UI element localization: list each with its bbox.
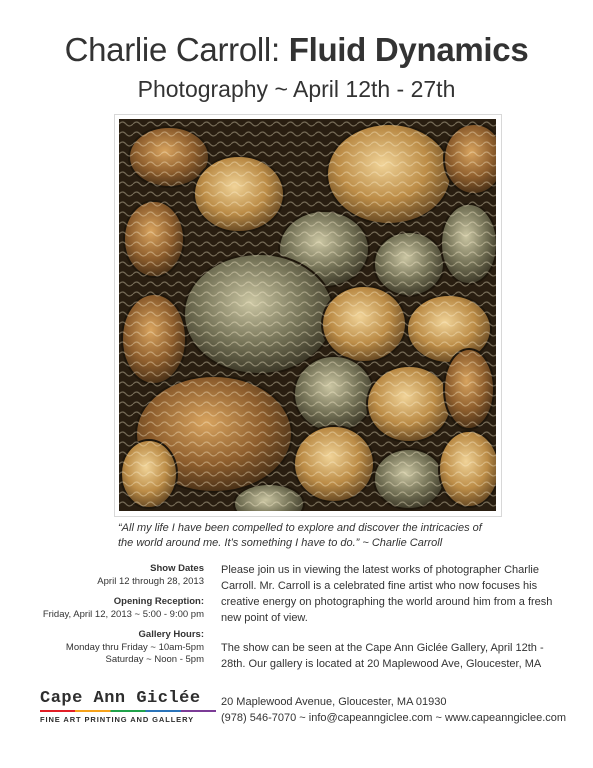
show-description (221, 562, 559, 686)
gallery-phone-email-web: (978) 546-7070 ~ info@capeanngiclee.com ~ www.capeanngiclee.com (221, 712, 567, 724)
logo-tagline: FINE ART PRINTING AND GALLERY (40, 715, 195, 724)
poster-title (0, 30, 593, 70)
featured-photo-river-stones (119, 119, 496, 511)
artist-quote: “All my life I have been compelled to explore and discover the intricacies of the world around me. It’s something I have to do.” ~ Charlie Carroll (118, 522, 482, 549)
description-paragraph-1: Please join us in viewing the latest works of photographer Charlie Carroll. Mr. Carroll is a celebrated fine artist who now focuses his creative energy on photographing the world around him from a fresh new point of view. (221, 564, 553, 624)
gallery-hours-saturday: Saturday ~ Noon - 5pm (105, 654, 204, 665)
gallery-hours-label: Gallery Hours: (138, 629, 204, 640)
show-dates-label: Show Dates (150, 563, 204, 574)
title-artist: Charlie Carroll: (64, 31, 289, 68)
featured-photo-frame (115, 115, 501, 516)
logo-color-bar (40, 710, 216, 712)
logo-wordmark: Cape Ann Giclée (40, 689, 201, 708)
gallery-address: 20 Maplewood Avenue, Gloucester, MA 01930 (221, 696, 447, 708)
opening-reception-label: Opening Reception: (113, 596, 204, 607)
title-show-name: Fluid Dynamics (288, 31, 529, 68)
opening-reception-value: Friday, April 12, 2013 ~ 5:00 - 9:00 pm (42, 608, 204, 620)
poster-subtitle: Photography ~ April 12th - 27th (137, 76, 456, 102)
gallery-hours-weekday: Monday thru Friday ~ 10am-5pm (65, 641, 204, 653)
gallery-contact (221, 694, 581, 726)
description-paragraph-2: The show can be seen at the Cape Ann Giclée Gallery, April 12th - 28th. Our gallery is located at 20 Maplewood Ave, Gloucester, MA (221, 642, 544, 670)
show-dates-value: April 12 through 28, 2013 (97, 575, 204, 587)
gallery-logo (40, 690, 216, 726)
show-details (30, 563, 204, 667)
